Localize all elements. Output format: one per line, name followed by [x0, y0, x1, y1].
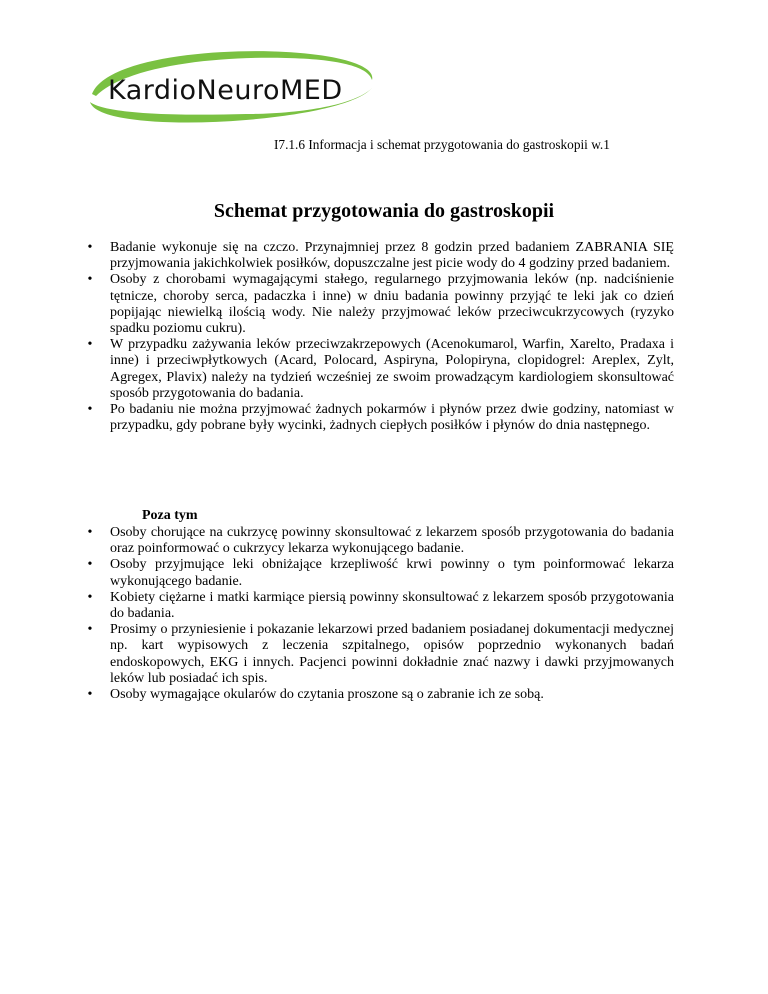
page-title: Schemat przygotowania do gastroskopii — [213, 200, 555, 222]
bullet-icon: • — [87, 337, 93, 353]
document-code: I7.1.6 Informacja i schemat przygotowania do gastroskopii w.1 — [274, 137, 610, 152]
list-item — [87, 589, 674, 622]
list-item — [87, 240, 674, 272]
list-item — [87, 402, 674, 434]
section-heading: Poza tym — [142, 508, 198, 523]
list-item — [87, 525, 674, 557]
bullet-icon: • — [87, 272, 93, 288]
list-item-text: W przypadku zażywania leków przeciwzakrzepowych (Acenokumarol, Warfin, Xarelto, Pradaxa i inne) i przeciwpłytkowych (Acard, Polocard, Aspiryna, Polopiryna, clopidogrel: Areplex, Zylt, Agregex, Plavix) należy na tydzień wcześniej ze swoim prowadzącym kardiologiem skonsultować sposób przygotowania do badania. — [110, 337, 674, 401]
bullet-icon: • — [87, 240, 93, 255]
bullet-icon: • — [87, 622, 93, 638]
additional-info-list — [87, 525, 674, 703]
list-item — [87, 687, 674, 703]
preparation-list — [87, 240, 674, 434]
list-item — [87, 337, 674, 402]
list-item-text: Kobiety ciężarne i matki karmiące piersią powinny skonsultować z lekarzem sposób przygotowania do badania. — [110, 589, 674, 622]
bullet-icon: • — [87, 525, 93, 540]
list-item-text: Badanie wykonuje się na czczo. Przynajmniej przez 8 godzin przed badaniem ZABRANIA SIĘ przyjmowania jakichkolwiek posiłków, dopuszczalne jest picie wody do 4 godziny przed badaniem. — [110, 240, 674, 272]
bullet-icon: • — [87, 589, 93, 605]
logo-text: KardioNeuroMED — [108, 75, 343, 106]
list-item-text: Po badaniu nie można przyjmować żadnych pokarmów i płynów przez dwie godziny, natomiast w przypadku, gdy pobrane były wycinki, żadnych ciepłych posiłków i płynów do dnia następnego. — [110, 402, 674, 434]
bullet-icon: • — [87, 402, 93, 418]
list-item — [87, 272, 674, 337]
list-item-text: Osoby z chorobami wymagającymi stałego, regularnego przyjmowania leków (np. nadciśnienie tętnicze, choroby serca, padaczka i inne) w dniu badania powinny przyjąć te leki jak co dzień popijając niewielką ilością wody. Nie należy przyjmować leków przeciwcukrzycowych (ryzyko spadku poziomu cukru). — [110, 272, 674, 337]
list-item — [87, 622, 674, 687]
list-item-text: Osoby wymagające okularów do czytania proszone są o zabranie ich ze sobą. — [110, 687, 544, 703]
list-item — [87, 557, 674, 589]
list-item-text: Prosimy o przyniesienie i pokazanie lekarzowi przed badaniem posiadanej dokumentacji medycznej np. kart wypisowych z leczenia szpitalnego, opisów poprzednio wykonanych badań endoskopowych, EKG i innych. Pacjenci powinni dokładnie znać nazwy i dawki przyjmowanych leków lub posiadać ich spis. — [110, 622, 674, 686]
list-item-text: Osoby chorujące na cukrzycę powinny skonsultować z lekarzem sposób przygotowania do badania oraz poinformować o cukrzycy lekarza wykonującego badanie. — [110, 525, 674, 557]
bullet-icon: • — [87, 557, 93, 573]
list-item-text: Osoby przyjmujące leki obniżające krzepliwość krwi powinny o tym poinformować lekarza wykonującego badanie. — [110, 557, 674, 589]
bullet-icon: • — [87, 687, 93, 703]
company-logo — [86, 44, 378, 124]
